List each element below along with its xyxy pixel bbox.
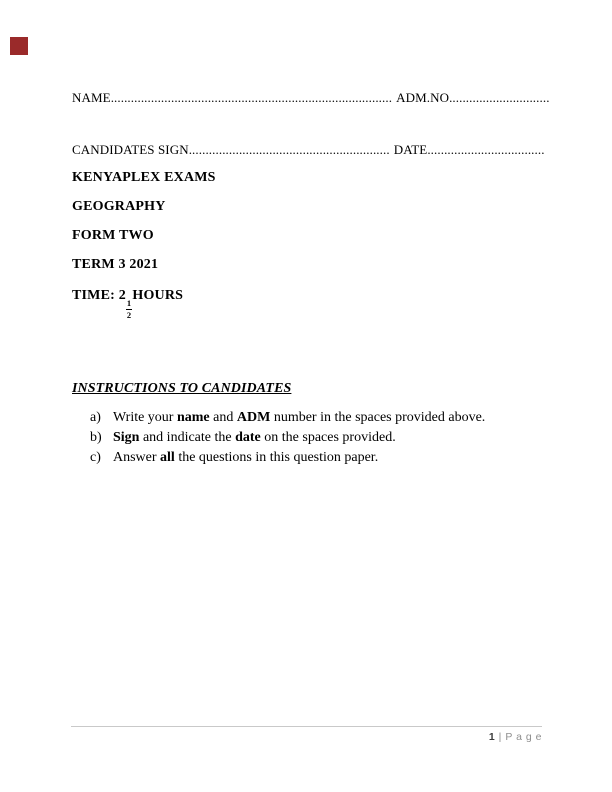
instruction-item xyxy=(72,408,542,428)
candidates-sign-fill-dots: ............................................................ xyxy=(188,142,390,157)
item-text: Sign and indicate the date on the spaces provided. xyxy=(113,430,396,445)
page-footer xyxy=(71,726,542,743)
page-word: P a g e xyxy=(505,731,542,743)
name-label: NAME xyxy=(72,90,111,105)
fraction-denominator: 2 xyxy=(126,309,132,320)
item-text: Write your name and ADM number in the spaces provided above. xyxy=(113,410,486,425)
time-suffix: HOURS xyxy=(132,288,184,303)
exam-name-heading: KENYAPLEX EXAMS xyxy=(72,170,216,185)
item-marker: a) xyxy=(90,410,101,425)
form-heading: FORM TWO xyxy=(72,228,154,243)
instruction-item xyxy=(72,428,542,448)
term-heading: TERM 3 2021 xyxy=(72,257,159,272)
instruction-item xyxy=(72,448,542,468)
candidates-sign-row xyxy=(72,142,545,158)
item-marker: b) xyxy=(90,430,102,445)
adm-no-label: ADM.NO xyxy=(396,90,450,105)
page-number: 1 xyxy=(488,731,495,743)
instructions-heading: INSTRUCTIONS TO CANDIDATES xyxy=(72,381,292,396)
time-prefix: TIME: 2 xyxy=(72,288,126,303)
red-corner-square xyxy=(10,37,28,55)
candidates-sign-label: CANDIDATES SIGN xyxy=(72,142,189,157)
instructions-list xyxy=(72,408,542,468)
item-marker: c) xyxy=(90,450,101,465)
date-fill-dots: ................................... xyxy=(427,142,545,157)
subject-heading: GEOGRAPHY xyxy=(72,199,166,214)
footer-separator: | xyxy=(498,731,502,743)
name-field-row xyxy=(72,90,550,106)
item-text: Answer all the questions in this question paper. xyxy=(113,450,379,465)
name-fill-dots: .................................................................................... xyxy=(110,90,393,105)
date-label: DATE xyxy=(393,142,428,157)
fraction-numerator: 1 xyxy=(126,298,132,308)
time-heading xyxy=(72,284,542,319)
adm-no-fill-dots: .............................. xyxy=(449,90,550,105)
